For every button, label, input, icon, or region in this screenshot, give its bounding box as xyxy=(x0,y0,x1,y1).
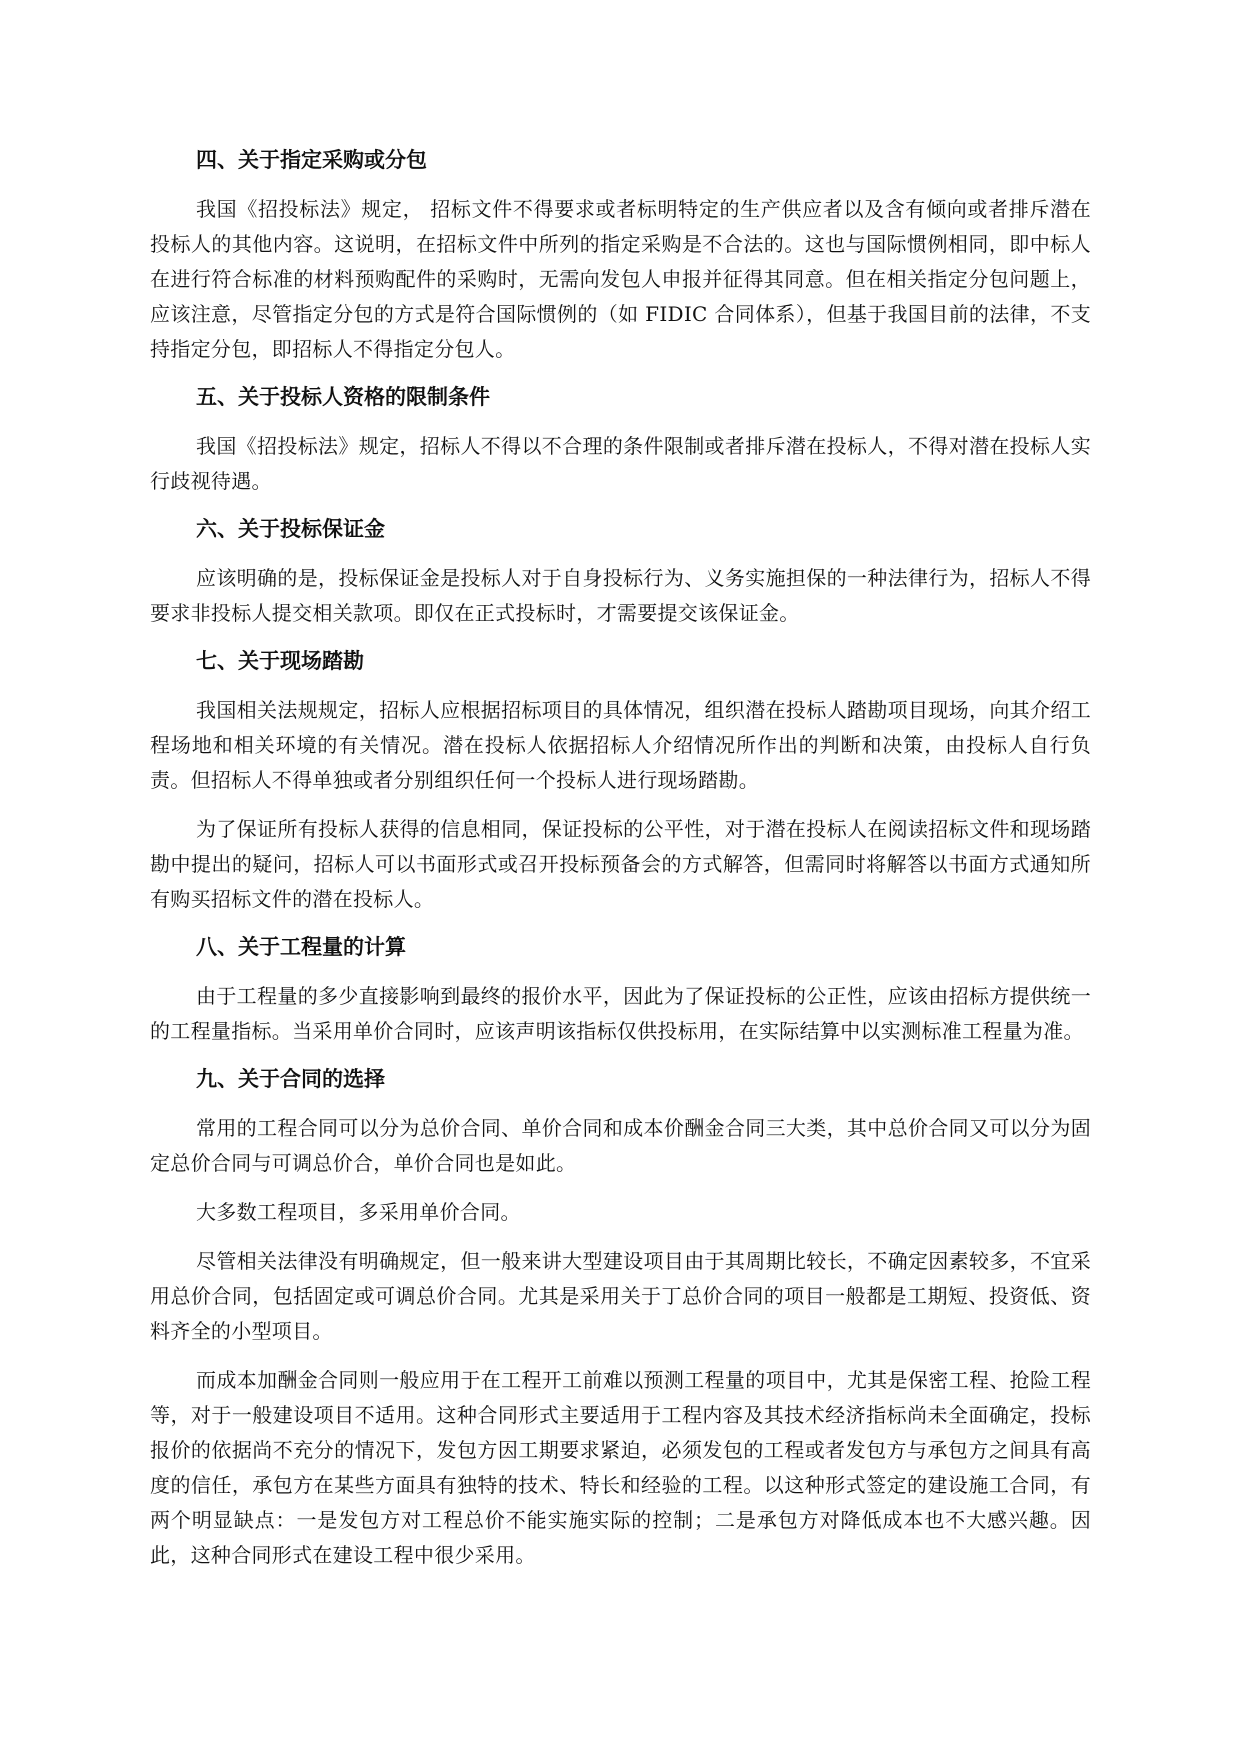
section-heading: 五、关于投标人资格的限制条件 xyxy=(196,385,490,409)
section-heading: 九、关于合同的选择 xyxy=(196,1067,385,1091)
section-heading: 六、关于投标保证金 xyxy=(196,517,385,541)
section-heading: 四、关于指定采购或分包 xyxy=(196,148,427,172)
section-bid-bond xyxy=(150,513,1091,631)
section-quantity-calculation xyxy=(150,931,1091,1049)
paragraph: 为了保证所有投标人获得的信息相同，保证投标的公平性，对于潜在投标人在阅读招标文件和现场踏勘中提出的疑问，招标人可以书面形式或召开投标预备会的方式解答，但需同时将解答以书面方式通知所有购买招标文件的潜在投标人。 xyxy=(150,817,1091,911)
paragraph: 应该明确的是，投标保证金是投标人对于自身投标行为、义务实施担保的一种法律行为，招标人不得要求非投标人提交相关款项。即仅在正式投标时，才需要提交该保证金。 xyxy=(150,566,1091,625)
section-designated-procurement xyxy=(150,144,1091,367)
paragraph: 尽管相关法律没有明确规定，但一般来讲大型建设项目由于其周期比较长，不确定因素较多，不宜采用总价合同，包括固定或可调总价合同。尤其是采用关于丁总价合同的项目一般都是工期短、投资低、资料齐全的小型项目。 xyxy=(150,1249,1091,1343)
section-contract-selection xyxy=(150,1063,1091,1573)
section-heading: 七、关于现场踏勘 xyxy=(196,649,364,673)
paragraph: 常用的工程合同可以分为总价合同、单价合同和成本价酬金合同三大类，其中总价合同又可以分为固定总价合同与可调总价合，单价合同也是如此。 xyxy=(150,1116,1091,1175)
section-bidder-qualification xyxy=(150,381,1091,499)
paragraph: 而成本加酬金合同则一般应用于在工程开工前难以预测工程量的项目中，尤其是保密工程、抢险工程等，对于一般建设项目不适用。这种合同形式主要适用于工程内容及其技术经济指标尚未全面确定，投标报价的依据尚不充分的情况下，发包方因工期要求紧迫，必须发包的工程或者发包方与承包方之间具有高度的信任，承包方在某些方面具有独特的技术、特长和经验的工程。以这种形式签定的建设施工合同，有两个明显缺点：一是发包方对工程总价不能实施实际的控制；二是承包方对降低成本也不大感兴趣。因此，这种合同形式在建设工程中很少采用。 xyxy=(150,1368,1091,1567)
document-body xyxy=(150,144,1091,1587)
paragraph: 我国《招投标法》规定，招标人不得以不合理的条件限制或者排斥潜在投标人，不得对潜在投标人实行歧视待遇。 xyxy=(150,434,1091,493)
paragraph: 大多数工程项目，多采用单价合同。 xyxy=(196,1200,521,1224)
section-heading: 八、关于工程量的计算 xyxy=(196,935,406,959)
paragraph: 由于工程量的多少直接影响到最终的报价水平，因此为了保证投标的公正性，应该由招标方提供统一的工程量指标。当采用单价合同时，应该声明该指标仅供投标用，在实际结算中以实测标准工程量为准。 xyxy=(150,984,1091,1043)
paragraph: 我国相关法规规定，招标人应根据招标项目的具体情况，组织潜在投标人踏勘项目现场，向其介绍工程场地和相关环境的有关情况。潜在投标人依据招标人介绍情况所作出的判断和决策，由投标人自行负责。但招标人不得单独或者分别组织任何一个投标人进行现场踏勘。 xyxy=(150,698,1091,792)
paragraph: 我国《招投标法》规定， 招标文件不得要求或者标明特定的生产供应者以及含有倾向或者排斥潜在投标人的其他内容。这说明，在招标文件中所列的指定采购是不合法的。这也与国际惯例相同，即中标人在进行符合标准的材料预购配件的采购时，无需向发包人申报并征得其同意。但在相关指定分包问题上，应该注意，尽管指定分包的方式是符合国际惯例的（如 FIDIC 合同体系），但基于我国目前的法律，不支持指定分包，即招标人不得指定分包人。 xyxy=(150,197,1091,361)
section-site-visit xyxy=(150,645,1091,917)
